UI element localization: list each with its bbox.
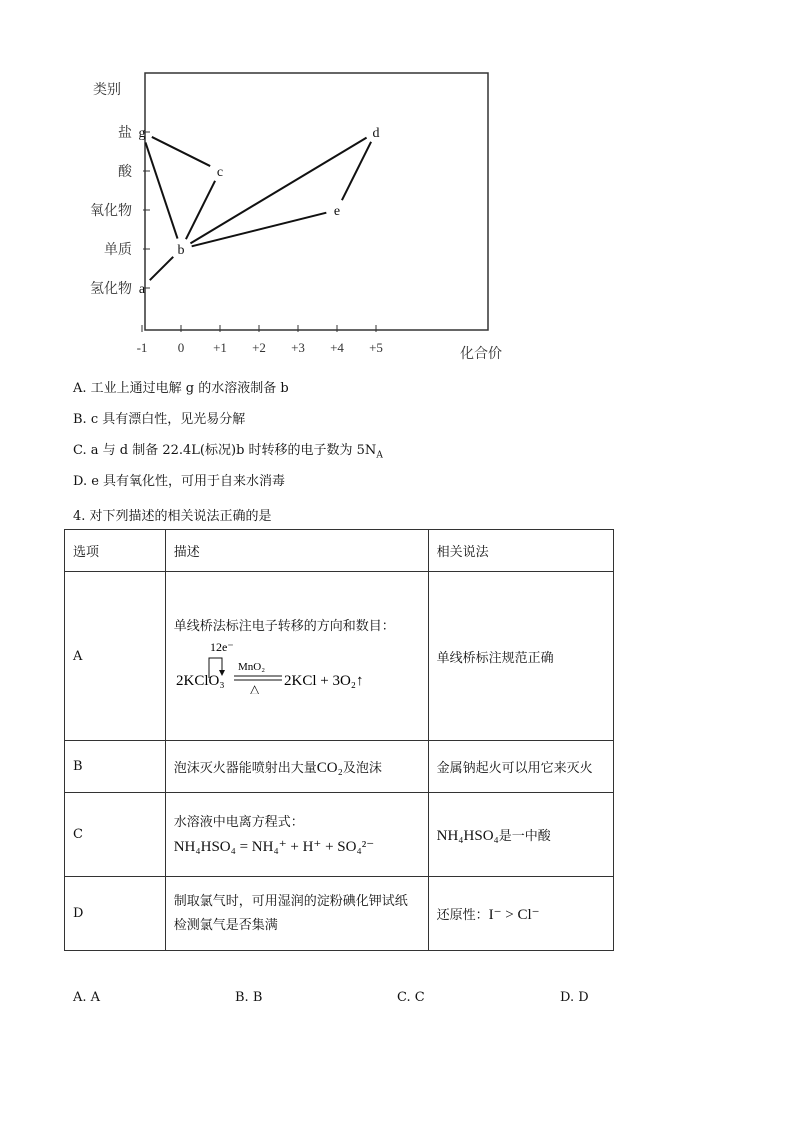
- table-row-c: [65, 793, 614, 877]
- question-4-table: [64, 529, 614, 951]
- plot-frame: [145, 73, 488, 330]
- row-b-co2: CO₂: [316, 759, 343, 776]
- point-b: b: [177, 243, 185, 258]
- category-label-0: 盐: [118, 125, 132, 141]
- link-g-b: [145, 142, 177, 238]
- row-d-description: [165, 877, 428, 951]
- row-c-desc-text: 水溶液中电离方程式：: [173, 814, 304, 830]
- answer-choice-a: A. A: [73, 990, 101, 1005]
- catalyst-label: MnO₂: [237, 660, 265, 673]
- row-d-remark-chem: I⁻ > Cl⁻: [488, 906, 540, 923]
- answer-choice-b: B. B: [235, 990, 263, 1005]
- heat-symbol: △: [249, 681, 259, 694]
- row-b-description: [165, 741, 428, 793]
- link-a-b: [150, 257, 173, 280]
- option-d: D. e 具有氧化性，可用于自来水消毒: [73, 474, 286, 489]
- row-d-remark-text: 还原性：: [436, 907, 489, 923]
- valence-label-6: +5: [369, 340, 383, 355]
- row-a-desc-text: 单线桥法标注电子转移的方向和数目：: [173, 618, 395, 634]
- valence-label-4: +3: [291, 340, 305, 355]
- valence-label-3: +2: [252, 340, 266, 355]
- point-g: g: [138, 126, 146, 141]
- point-d: d: [372, 126, 380, 141]
- row-c-remark-chem: NH₄HSO₄: [436, 827, 499, 844]
- valence-label-2: +1: [213, 340, 227, 355]
- table-row-a: [65, 572, 614, 741]
- x-axis-title: 化合价: [460, 346, 502, 362]
- category-label-1: 酸: [118, 164, 132, 180]
- option-c: [73, 442, 383, 465]
- row-a-description: [165, 572, 428, 741]
- row-c-equation: NH₄HSO₄ = NH₄⁺ + H⁺ + SO₄²⁻: [173, 838, 375, 855]
- category-label-4: 氢化物: [90, 281, 132, 297]
- row-c-label: C: [65, 793, 166, 877]
- row-b-remark: 金属钠起火可以用它来灭火: [428, 741, 613, 793]
- row-c-remark-text: 是一中酸: [498, 828, 551, 844]
- category-label-2: 氧化物: [90, 203, 132, 219]
- row-d-label: D: [65, 877, 166, 951]
- single-bridge-equation: [174, 634, 414, 694]
- table-row-b: [65, 741, 614, 793]
- equation-left: 2KClO₃: [175, 672, 225, 689]
- answer-choice-c: C. C: [397, 990, 425, 1005]
- answer-choice-d: D. D: [560, 990, 589, 1005]
- valence-label-0: -1: [136, 340, 148, 355]
- row-a-remark: 单线桥标注规范正确: [428, 572, 613, 741]
- option-c-text: C. a 与 d 制备 22.4L(标况)b 时转移的电子数为 5N: [73, 443, 377, 458]
- y-axis-title: 类别: [93, 82, 121, 98]
- header-option: 选项: [65, 530, 166, 572]
- valence-category-diagram: [60, 60, 530, 370]
- question-4-stem: 4. 对下列描述的相关说法正确的是: [73, 509, 272, 524]
- category-label-3: 单质: [104, 242, 132, 258]
- row-b-desc-post: 及泡沫: [342, 760, 382, 776]
- row-d-desc-line-2: 检测氯气是否集满: [173, 917, 278, 933]
- row-c-remark: [428, 793, 613, 877]
- table-header-row: [65, 530, 614, 572]
- row-d-desc-line-1: 制取氯气时，可用湿润的淀粉碘化钾试纸: [173, 893, 408, 909]
- row-b-desc-pre: 泡沫灭火器能喷射出大量: [173, 760, 317, 776]
- link-g-c: [152, 137, 210, 166]
- row-a-label: A: [65, 572, 166, 741]
- header-remark: 相关说法: [428, 530, 613, 572]
- row-d-remark: [428, 877, 613, 951]
- valence-label-5: +4: [330, 340, 344, 355]
- point-e: e: [333, 204, 341, 219]
- valence-label-1: 0: [177, 340, 185, 355]
- row-c-description: [165, 793, 428, 877]
- option-c-subscript: A: [376, 450, 383, 461]
- option-a: A. 工业上通过电解 g 的水溶液制备 b: [73, 381, 289, 396]
- row-b-label: B: [65, 741, 166, 793]
- point-c: c: [216, 165, 224, 180]
- table-row-d: [65, 877, 614, 951]
- header-description: 描述: [165, 530, 428, 572]
- point-a: a: [138, 282, 146, 297]
- link-b-d: [190, 138, 366, 244]
- equation-right: 2KCl + 3O₂↑: [283, 672, 364, 689]
- electron-count: 12e⁻: [209, 639, 234, 654]
- option-b: B. c 具有漂白性，见光易分解: [73, 412, 246, 427]
